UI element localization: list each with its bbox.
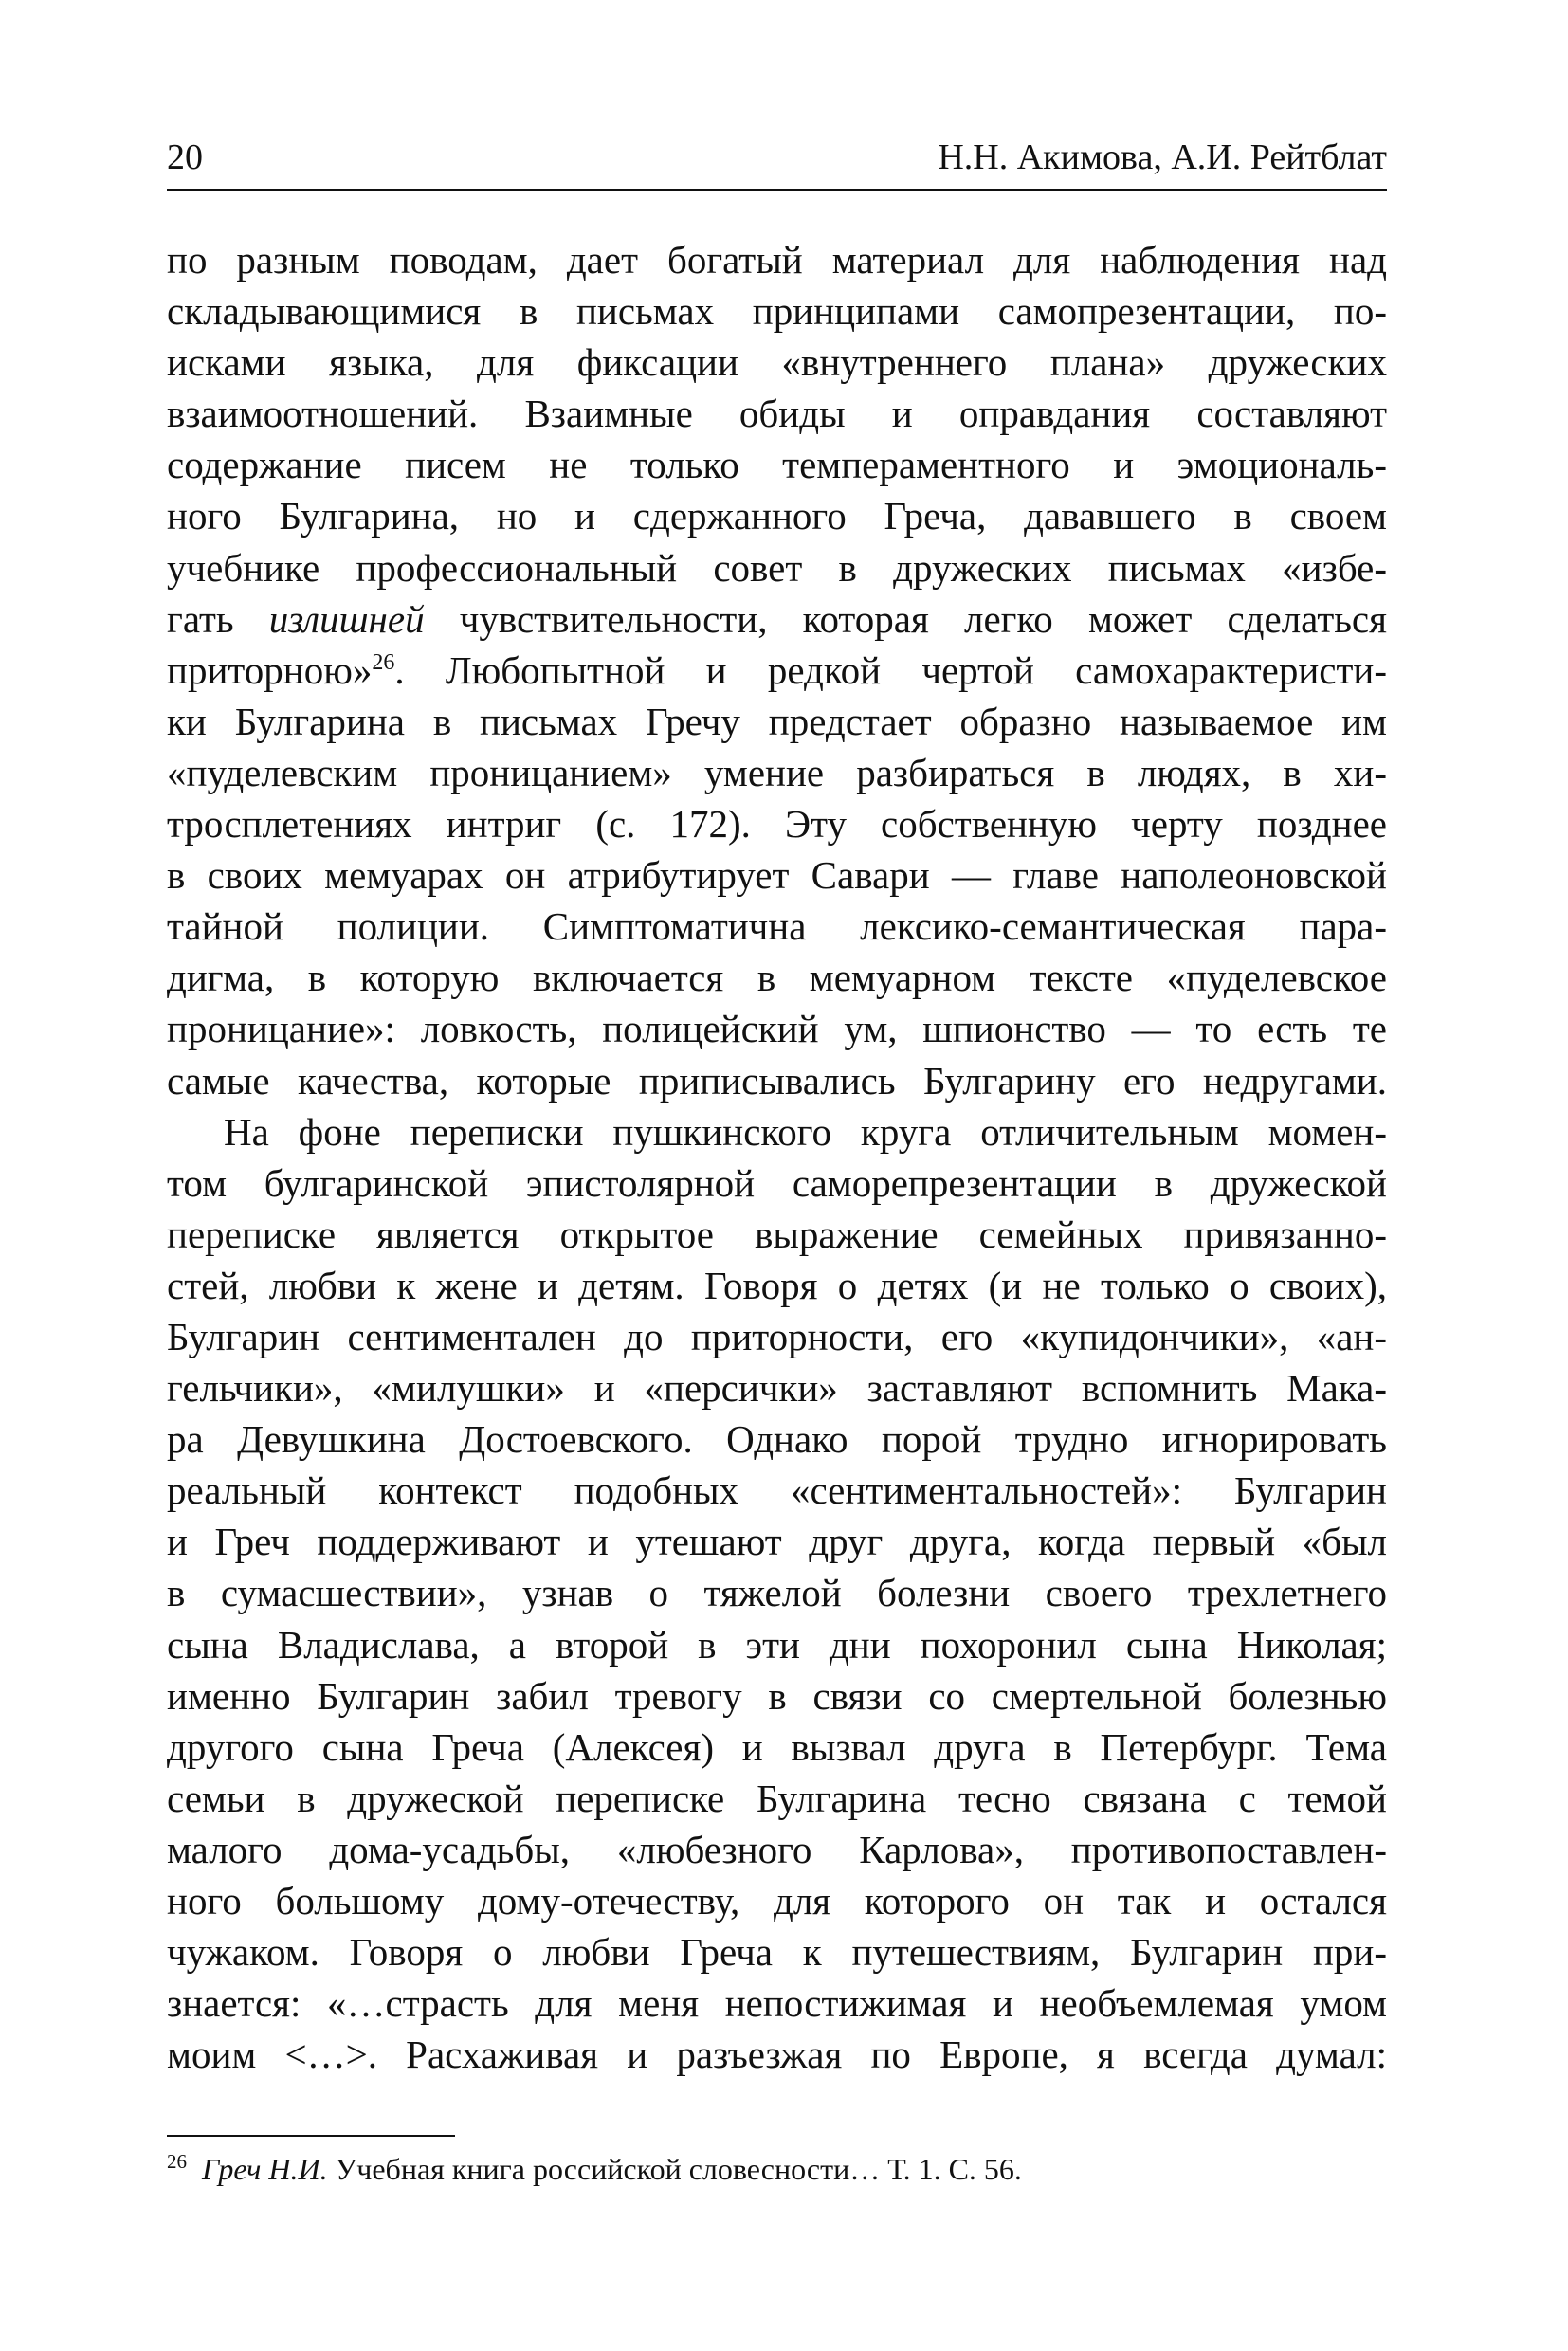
text-segment: в сумасшествии», узнав о тяжелой болезни своего трехлетнего xyxy=(167,1571,1387,1615)
text-line xyxy=(167,388,1387,439)
text-segment: ки Булгарина в письмах Гречу предстает образно называемое им xyxy=(167,699,1387,743)
text-line xyxy=(167,747,1387,798)
text-line xyxy=(167,1875,1387,1926)
text-segment: реальный контекст подобных «сентиментальностей»: Булгарин xyxy=(167,1468,1387,1513)
text-line xyxy=(167,490,1387,541)
text-segment: другого сына Греча (Алексея) и вызвал друга в Петербург. Тема xyxy=(167,1724,1387,1769)
footnote-rule xyxy=(167,2135,455,2137)
italic-text: излишней xyxy=(268,596,425,641)
text-segment: ра Девушкина Достоевского. Однако порой трудно игнорировать xyxy=(167,1417,1387,1462)
text-line xyxy=(167,1157,1387,1209)
text-segment: и Греч поддерживают и утешают друг друга, когда первый «был xyxy=(167,1520,1387,1564)
text-line xyxy=(167,1619,1387,1670)
text-segment: гать xyxy=(167,596,269,641)
footnote-text: Учебная книга российской словесности… Т. 1. С. 56. xyxy=(327,2152,1022,2186)
running-head-authors: Н.Н. Акимова, А.И. Рейтблат xyxy=(938,137,1387,177)
text-segment: На фоне переписки пушкинского круга отличительным момен- xyxy=(224,1109,1387,1154)
text-line xyxy=(167,542,1387,593)
text-segment: стей, любви к жене и детям. Говоря о детях (и не только о своих), xyxy=(167,1263,1387,1307)
text-line xyxy=(167,337,1387,388)
text-line xyxy=(167,1003,1387,1054)
text-line xyxy=(167,798,1387,849)
text-line xyxy=(167,849,1387,901)
text-segment: семьи в дружеской переписке Булгарина тесно связана с темой xyxy=(167,1776,1387,1820)
text-line xyxy=(167,2029,1387,2080)
text-line xyxy=(167,593,1387,645)
text-line xyxy=(167,952,1387,1003)
text-segment: исками языка, для фиксации «внутреннего плана» дружеских xyxy=(167,340,1387,385)
text-segment: гельчики», «милушки» и «персички» заставляют вспомнить Мака- xyxy=(167,1366,1387,1411)
text-line xyxy=(167,1824,1387,1875)
text-line xyxy=(167,285,1387,337)
text-line xyxy=(167,901,1387,952)
text-line xyxy=(167,1055,1387,1106)
header-rule xyxy=(167,189,1387,191)
text-segment: малого дома-усадьбы, «любезного Карлова», противопоставлен- xyxy=(167,1827,1387,1871)
page-number: 20 xyxy=(167,137,203,177)
text-segment: знается: «…страсть для меня непостижимая и необъемлемая умом xyxy=(167,1981,1387,2026)
footnote-number: 26 xyxy=(167,2150,187,2173)
running-header xyxy=(167,133,1387,186)
text-segment: дигма, в которую включается в мемуарном тексте «пуделевское xyxy=(167,956,1387,1000)
text-line xyxy=(167,1260,1387,1311)
text-segment: . Любопытной и редкой чертой самохарактеристи- xyxy=(394,647,1387,692)
text-line xyxy=(167,1670,1387,1722)
text-segment: складывающимися в письмах принципами самопрезентации, по- xyxy=(167,289,1387,334)
text-segment: проницание»: ловкость, полицейский ум, шпионство — то есть те xyxy=(167,1007,1387,1051)
text-segment: «пуделевским проницанием» умение разбираться в людях, в хи- xyxy=(167,750,1387,794)
text-segment: именно Булгарин забил тревогу в связи со смертельной болезнью xyxy=(167,1673,1387,1718)
text-line xyxy=(167,1567,1387,1618)
text-line xyxy=(167,1465,1387,1516)
text-segment: по разным поводам, дает богатый материал для наблюдения над xyxy=(167,238,1387,282)
text-segment: тайной полиции. Симптоматична лексико-семантическая пара- xyxy=(167,904,1387,949)
text-line xyxy=(167,1773,1387,1824)
footnote-author: Греч Н.И. xyxy=(202,2152,328,2186)
text-segment: тросплетениях интриг (с. 172). Эту собственную черту позднее xyxy=(167,802,1387,847)
text-segment: переписке является открытое выражение семейных привязанно- xyxy=(167,1212,1387,1256)
text-line xyxy=(167,1362,1387,1413)
footnote-reference: 26 xyxy=(372,649,395,675)
text-segment: ного большому дому-отечеству, для которого он так и остался xyxy=(167,1879,1387,1923)
text-line xyxy=(167,1977,1387,2029)
text-segment: взаимоотношений. Взаимные обиды и оправдания составляют xyxy=(167,392,1387,436)
text-segment: чужаком. Говоря о любви Греча к путешествиям, Булгарин при- xyxy=(167,1930,1387,1975)
body-text xyxy=(167,234,1387,2080)
text-line xyxy=(167,1926,1387,1977)
text-segment: содержание писем не только темпераментного и эмоциональ- xyxy=(167,443,1387,487)
text-line xyxy=(167,1106,1387,1157)
text-segment: чувствительности, которая легко может сделаться xyxy=(424,596,1387,641)
text-segment: моим <…>. Расхаживая и разъезжая по Европе, я всегда думал: xyxy=(167,2032,1387,2077)
text-segment: Булгарин сентиментален до приторности, его «купидончики», «ан- xyxy=(167,1314,1387,1358)
text-segment: ного Булгарина, но и сдержанного Греча, дававшего в своем xyxy=(167,494,1387,538)
text-segment: приторною» xyxy=(167,647,373,692)
text-segment: сына Владислава, а второй в эти дни похоронил сына Николая; xyxy=(167,1622,1387,1667)
text-segment: том булгаринской эпистолярной саморепрезентации в дружеской xyxy=(167,1160,1387,1205)
text-line xyxy=(167,1311,1387,1362)
text-segment: учебнике профессиональный совет в дружеских письмах «избе- xyxy=(167,545,1387,590)
text-line xyxy=(167,696,1387,747)
text-line xyxy=(167,1722,1387,1773)
text-line xyxy=(167,1209,1387,1260)
text-line xyxy=(167,1516,1387,1567)
text-line xyxy=(167,645,1387,696)
text-line xyxy=(167,234,1387,285)
text-segment: в своих мемуарах он атрибутирует Савари — главе наполеоновской xyxy=(167,853,1387,898)
text-line xyxy=(167,1413,1387,1465)
text-line xyxy=(167,439,1387,490)
text-segment: самые качества, которые приписывались Булгарину его недругами. xyxy=(167,1058,1387,1103)
footnote xyxy=(167,2150,1022,2187)
